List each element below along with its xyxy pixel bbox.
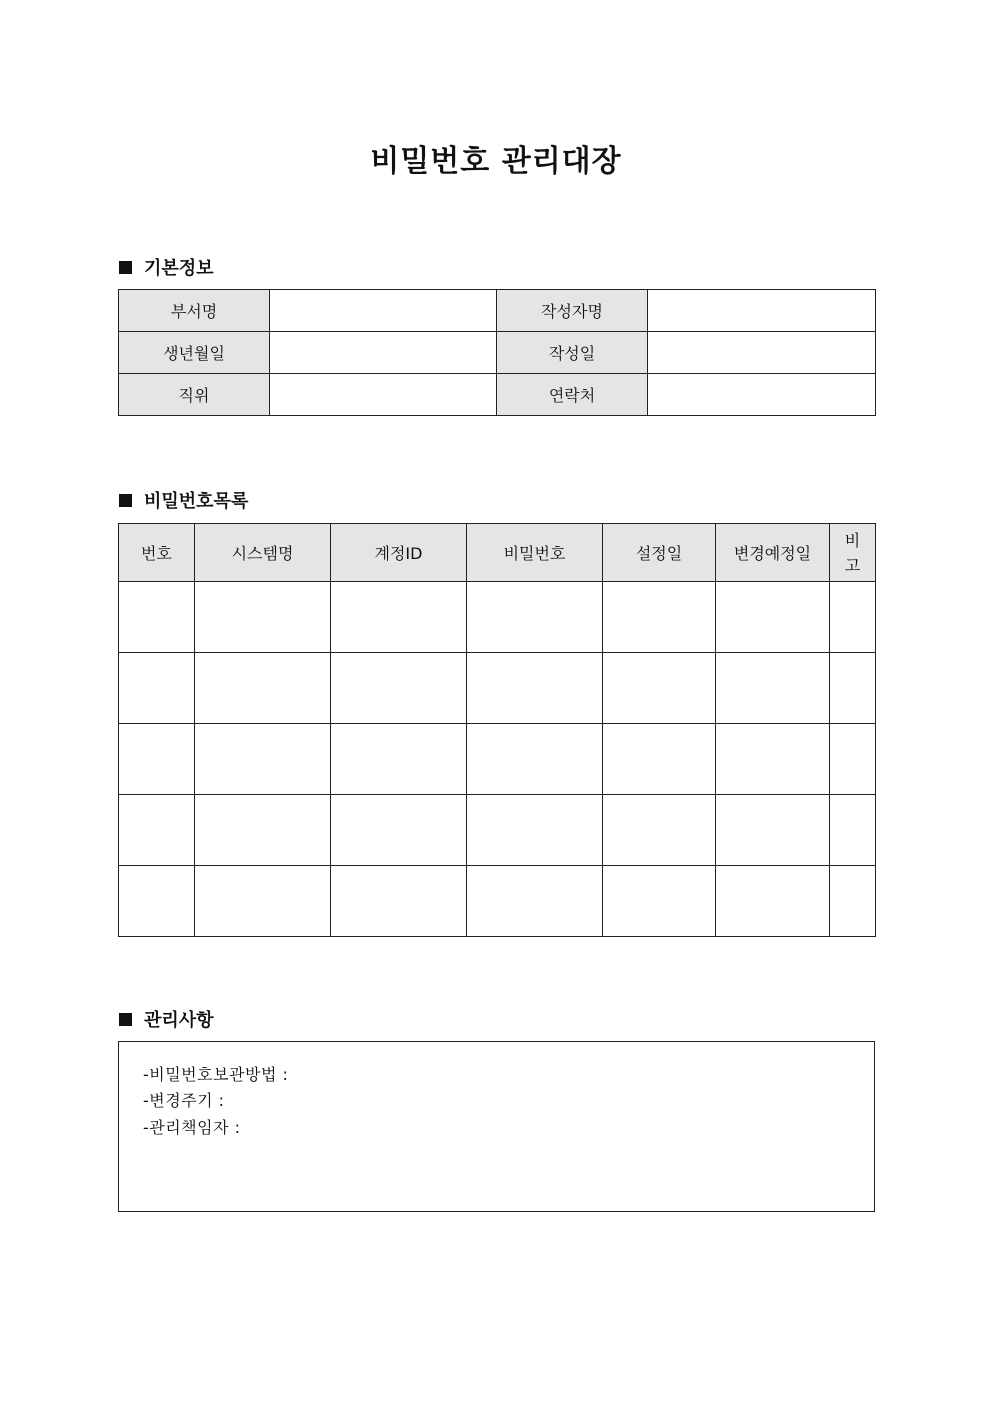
table-cell[interactable] [716, 795, 830, 866]
table-cell[interactable] [603, 795, 716, 866]
table-cell[interactable] [331, 795, 467, 866]
table-cell[interactable] [331, 582, 467, 653]
table-row [119, 653, 876, 724]
table-cell[interactable] [830, 866, 876, 937]
remarks-char-1: 비 [844, 530, 861, 550]
table-cell[interactable] [830, 653, 876, 724]
table-row [119, 795, 876, 866]
remarks-char-2: 고 [844, 555, 861, 575]
table-row [119, 290, 876, 332]
table-row [119, 866, 876, 937]
department-field[interactable] [270, 290, 497, 332]
department-label: 부서명 [119, 290, 270, 332]
password-list-heading [119, 487, 248, 513]
table-cell[interactable] [119, 582, 195, 653]
password-list-table [118, 523, 876, 937]
table-cell[interactable] [603, 866, 716, 937]
table-cell[interactable] [195, 795, 331, 866]
table-cell[interactable] [467, 653, 603, 724]
birthdate-field[interactable] [270, 332, 497, 374]
table-cell[interactable] [467, 795, 603, 866]
change-cycle-line: -변경주기 : [143, 1091, 225, 1110]
basic-info-heading-text: 기본정보 [144, 258, 214, 279]
table-cell[interactable] [716, 724, 830, 795]
table-cell[interactable] [603, 724, 716, 795]
square-bullet-icon [119, 1013, 132, 1026]
table-row [119, 582, 876, 653]
contact-field[interactable] [648, 374, 876, 416]
table-row [119, 724, 876, 795]
table-cell[interactable] [716, 866, 830, 937]
management-heading-text: 관리사항 [144, 1010, 214, 1031]
basic-info-heading [119, 254, 214, 280]
table-cell[interactable] [467, 866, 603, 937]
table-cell[interactable] [467, 724, 603, 795]
password-list-heading-text: 비밀번호목록 [144, 491, 249, 512]
table-cell[interactable] [195, 653, 331, 724]
square-bullet-icon [119, 261, 132, 274]
storage-method-line: -비밀번호보관방법 : [143, 1065, 289, 1084]
position-label: 직위 [119, 374, 270, 416]
table-row [119, 332, 876, 374]
birthdate-label: 생년월일 [119, 332, 270, 374]
table-cell[interactable] [830, 724, 876, 795]
table-cell[interactable] [716, 653, 830, 724]
table-header-row [119, 524, 876, 582]
table-cell[interactable] [195, 724, 331, 795]
table-cell[interactable] [195, 582, 331, 653]
table-cell[interactable] [119, 653, 195, 724]
author-field[interactable] [648, 290, 876, 332]
table-cell[interactable] [716, 582, 830, 653]
table-cell[interactable] [467, 582, 603, 653]
basic-info-table [118, 289, 876, 416]
page-title: 비밀번호 관리대장 [370, 144, 622, 179]
table-cell[interactable] [119, 866, 195, 937]
table-row [119, 374, 876, 416]
author-label: 작성자명 [497, 290, 648, 332]
table-cell[interactable] [331, 653, 467, 724]
square-bullet-icon [119, 494, 132, 507]
column-header-change-date: 변경예정일 [716, 524, 830, 582]
column-header-remarks [830, 524, 876, 582]
written-date-label: 작성일 [497, 332, 648, 374]
table-cell[interactable] [603, 653, 716, 724]
column-header-number: 번호 [119, 524, 195, 582]
written-date-field[interactable] [648, 332, 876, 374]
table-cell[interactable] [830, 795, 876, 866]
position-field[interactable] [270, 374, 497, 416]
manager-line: -관리책임자 : [143, 1118, 241, 1137]
table-cell[interactable] [830, 582, 876, 653]
management-notes-box[interactable] [118, 1041, 875, 1212]
column-header-set-date: 설정일 [603, 524, 716, 582]
management-heading [119, 1006, 214, 1032]
contact-label: 연락처 [497, 374, 648, 416]
table-cell[interactable] [331, 866, 467, 937]
table-cell[interactable] [119, 795, 195, 866]
table-cell[interactable] [331, 724, 467, 795]
column-header-system: 시스템명 [195, 524, 331, 582]
table-cell[interactable] [603, 582, 716, 653]
column-header-account-id: 계정ID [331, 524, 467, 582]
table-cell[interactable] [195, 866, 331, 937]
table-cell[interactable] [119, 724, 195, 795]
column-header-password: 비밀번호 [467, 524, 603, 582]
